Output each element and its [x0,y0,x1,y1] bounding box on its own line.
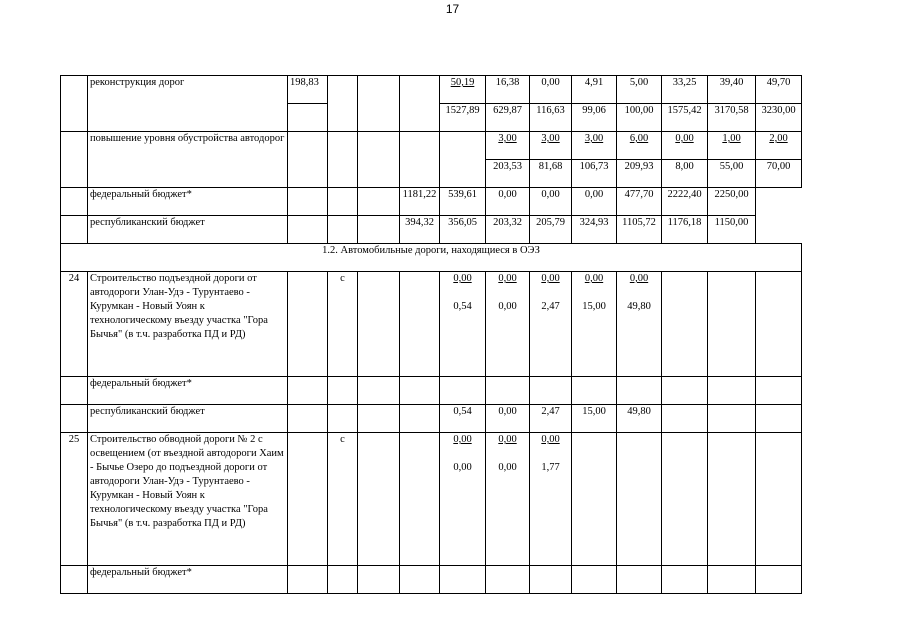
value-cell: 0,00 [572,188,617,216]
value-cell: 0,00 [530,188,572,216]
value-cell: 1,00 [708,132,756,160]
value-cell: 0,54 [440,405,486,433]
value-cell: 2222,40 [662,188,708,216]
value-cell: 0,00 [486,405,530,433]
value-cell: 6,00 [617,132,662,160]
value-cell: 0,00 0,00 [486,272,530,377]
table-row [61,76,802,104]
value-cell: 49,70 [756,76,802,104]
value-cell: 0,00 0,00 [440,433,486,566]
table-row [61,188,802,216]
budget-table [60,75,802,594]
table-row [61,433,802,566]
row-name-cell: Строительство обводной дороги № 2 с освещением (от въездной автодороги Хаим - Бычье Озеро до подъездной дороги от автодороги Улан-Удэ - Турунтаево - Курумкан - Новый Уоян к технологическому въезду участка "Гора Бычья" (в т.ч. разработка ПД и РД) [88,433,288,566]
value-cell: 33,25 [662,76,708,104]
row-name-cell: республиканский бюджет [88,405,288,433]
value-cell: 116,63 [530,104,572,132]
mark-cell: с [328,272,358,377]
value-cell: 1150,00 [708,216,756,244]
value-cell: 0,00 49,80 [617,272,662,377]
value-cell: 203,53 [486,160,530,188]
mark-cell: с [328,433,358,566]
row-number: 24 [61,272,88,377]
value-cell: 4,91 [572,76,617,104]
table-row [61,566,802,594]
page-number: 17 [445,2,460,16]
value-cell: 2,00 [756,132,802,160]
value-cell: 0,00 [662,132,708,160]
value-cell: 356,05 [440,216,486,244]
row-name-cell: реконструкция дорог [88,76,288,132]
table-row [61,272,802,377]
table-row [61,377,802,405]
row-number-cell [61,76,88,132]
value-cell: 1527,89 [440,104,486,132]
value-cell: 629,87 [486,104,530,132]
value-cell: 539,61 [440,188,486,216]
value-cell: 55,00 [708,160,756,188]
value-cell: 5,00 [617,76,662,104]
row-name-cell: федеральный бюджет* [88,377,288,405]
row-name-cell: федеральный бюджет* [88,566,288,594]
value-cell: 394,32 [400,216,440,244]
value-cell: 0,00 15,00 [572,272,617,377]
table-row [61,216,802,244]
value-cell: 99,06 [572,104,617,132]
row-name-cell: республиканский бюджет [88,216,288,244]
value-cell: 0,00 1,77 [530,433,572,566]
value-cell: 50,19 [440,76,486,104]
value-cell: 1105,72 [617,216,662,244]
row-name-cell: федеральный бюджет* [88,188,288,216]
value-cell: 100,00 [617,104,662,132]
value-cell: 0,00 0,00 [486,433,530,566]
value-cell: 3230,00 [756,104,802,132]
value-cell: 15,00 [572,405,617,433]
value-cell: 106,73 [572,160,617,188]
value-cell: 3,00 [572,132,617,160]
section-title: 1.2. Автомобильные дороги, находящиеся в ОЭЗ [61,244,802,272]
value-cell: 1176,18 [662,216,708,244]
value-cell: 2250,00 [708,188,756,216]
row-number: 25 [61,433,88,566]
value-cell: 3170,58 [708,104,756,132]
value-cell: 0,00 [486,188,530,216]
value-cell: 49,80 [617,405,662,433]
row-name-cell: повышение уровня обустройства автодорог [88,132,288,188]
value-cell: 2,47 [530,405,572,433]
table-row [61,405,802,433]
value-cell: 324,93 [572,216,617,244]
section-row [61,244,802,272]
value-cell: 70,00 [756,160,802,188]
value-cell: 477,70 [617,188,662,216]
value-cell: 1181,22 [400,188,440,216]
row-name-cell: Строительство подъездной дороги от автодороги Улан-Удэ - Турунтаево - Курумкан - Новый Уоян к технологическому въезду участка "Гора Бычья" (в т.ч. разработка ПД и РД) [88,272,288,377]
value-cell: 16,38 [486,76,530,104]
value-cell: 0,00 [530,76,572,104]
value-cell: 1575,42 [662,104,708,132]
value-cell: 203,32 [486,216,530,244]
value-cell: 3,00 [486,132,530,160]
value-cell: 0,00 2,47 [530,272,572,377]
table-row [61,132,802,160]
value-cell: 209,93 [617,160,662,188]
value-cell: 81,68 [530,160,572,188]
value-cell: 39,40 [708,76,756,104]
value-cell: 8,00 [662,160,708,188]
value-cell: 0,00 0,54 [440,272,486,377]
value-cell: 205,79 [530,216,572,244]
total-cell: 198,83 [288,76,328,104]
value-cell: 3,00 [530,132,572,160]
